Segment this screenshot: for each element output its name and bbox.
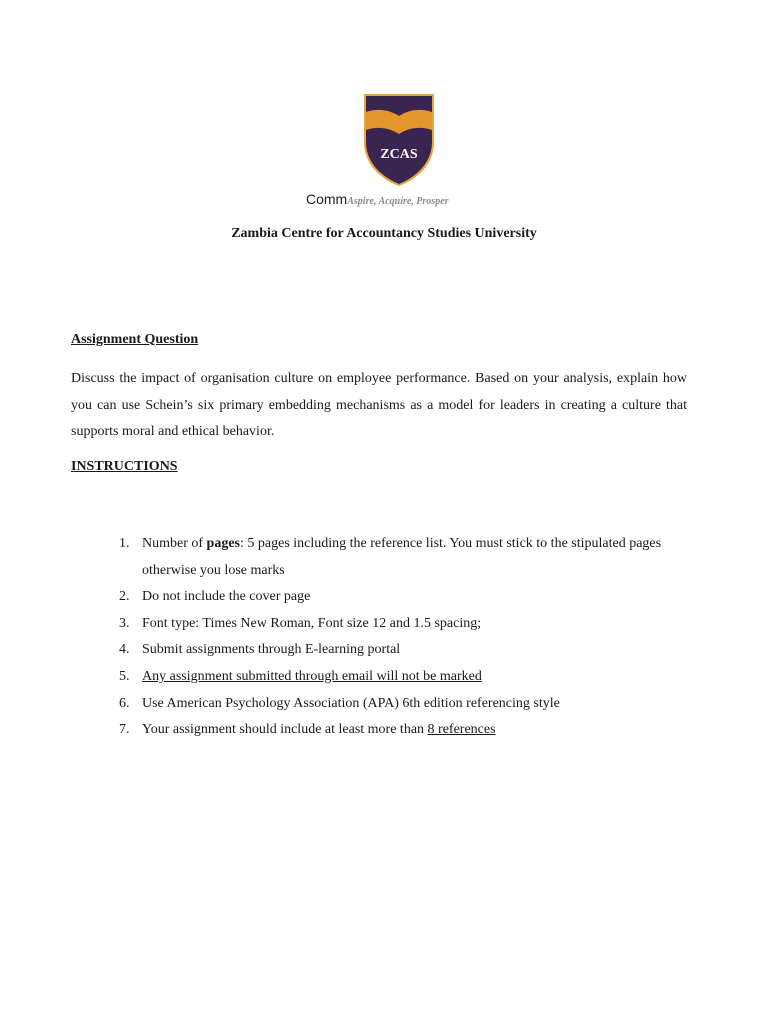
logo-abbreviation: ZCAS <box>380 147 418 162</box>
motto-line <box>306 190 449 208</box>
instruction-number: 7. <box>119 722 130 738</box>
instruction-item <box>119 611 687 638</box>
motto-prefix: Comm <box>306 191 348 207</box>
instruction-bold-text: pages <box>206 536 240 551</box>
instruction-text: Number of <box>142 536 207 551</box>
instructions-heading: INSTRUCTIONS <box>71 459 178 474</box>
assignment-question-text: Discuss the impact of organisation culture on employee performance. Based on your analysis, explain how you can use Schein’s six primary embedding mechanisms as a model for leaders in creating a culture that supports moral and ethical behavior. <box>71 371 687 440</box>
instruction-text: Do not include the cover page <box>142 589 311 605</box>
assignment-question-heading: Assignment Question <box>71 332 199 347</box>
zcas-shield-logo <box>362 92 436 188</box>
university-name: Zambia Centre for Accountancy Studies University <box>231 226 537 241</box>
instruction-number: 5. <box>119 668 130 684</box>
motto-text: Aspire, Acquire, Prosper <box>347 196 449 207</box>
instruction-text-underlined: Any assignment submitted through email will not be marked <box>142 668 482 684</box>
instruction-text-underlined: 8 references <box>427 722 496 738</box>
instructions-list <box>119 531 687 744</box>
instruction-number: 1. <box>119 536 130 551</box>
instruction-text: : 5 pages including the reference list. You must stick to the stipulated pages otherwise you lose marks <box>142 536 662 578</box>
instruction-text: Font type: Times New Roman, Font size 12 and 1.5 spacing; <box>142 615 482 631</box>
instruction-text: Your assignment should include at least more than <box>142 722 428 738</box>
instruction-item <box>119 531 687 584</box>
instruction-text: Use American Psychology Association (APA) 6th edition referencing style <box>142 695 560 711</box>
instruction-item <box>119 664 687 691</box>
instruction-item <box>119 691 687 718</box>
instruction-number: 2. <box>119 589 130 605</box>
instruction-item <box>119 717 687 744</box>
instruction-item <box>119 584 687 611</box>
instruction-text: Submit assignments through E-learning portal <box>142 642 401 658</box>
instruction-number: 4. <box>119 642 130 658</box>
instruction-number: 3. <box>119 615 130 631</box>
instruction-number: 6. <box>119 695 130 711</box>
instruction-item <box>119 637 687 664</box>
